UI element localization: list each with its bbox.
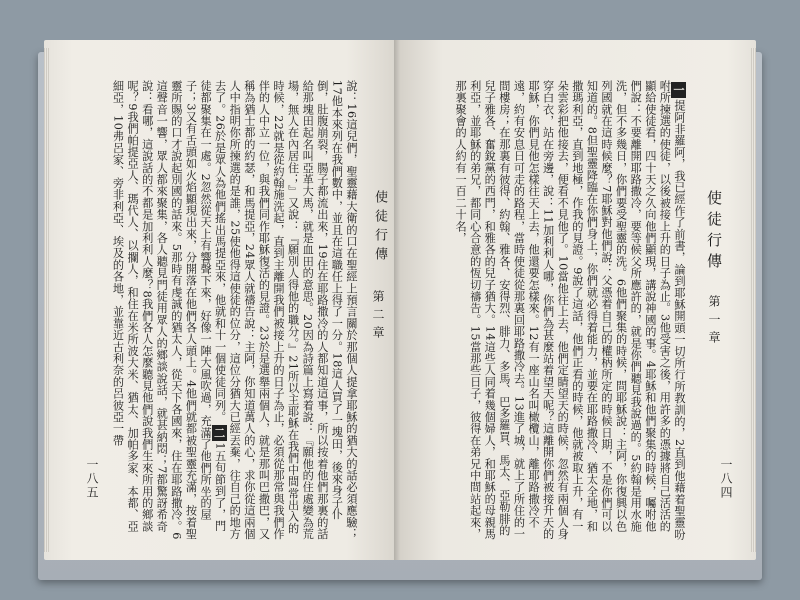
open-book xyxy=(38,40,762,580)
left-page xyxy=(44,40,400,560)
page-edge xyxy=(44,48,49,552)
right-body: 提阿非羅阿，我已經作了前書，論到耶穌開頭一切所行所教訓的，2直到他藉着聖靈吩咐所揀選的使徒，以後被接上升的日子為止。3他受害之後，用許多的憑據將自己活活的顯給使徒看，四十天之久向他們顯現，講說神國的事。4耶穌和他們聚集的時候，囑咐他們說：不要離開耶路撒冷，要等候父所應許的，就是你們聽見我說過的。5約翰是用水施洗，但不多幾日，你們要受聖靈的洗。6他們聚集的時候，問耶穌說：主阿，你復興以色列國就在這時候麼？7耶穌對他們說：父憑着自己的權柄所定的時候日期，不是你們可以知道的。8但聖靈降臨在你們身上，你們就必得着能力，並要在耶路撒冷、猶太全地，和撒瑪利亞，直到地極，作我的見證。9說了這話，他們正看的時候，他就被取上升，有一朵雲彩把他接去，便看不見他了。10當他往上去，他們定睛望天的時候，忽然有兩個人身穿白衣，站在旁邊，說：11加利利人哪，你們為甚麼站着望天呢？這離開你們被接升天的耶穌，你們見他怎樣往天上去，他還要怎樣來。12有一座山名叫橄欖山，離耶路撒冷不遠，約有安息日可走的路程，當時使徒從那裏回耶路撒冷去。13進了城，就上了所住的一間樓房；在那裏有彼得、約翰、雅各、安得烈、腓力、多馬、巴多羅買、馬太、亞勒腓的兒子雅各、奮銳黨的西門，和雅各的兒子猶大。14這些人同着幾個婦人，和耶穌的母親馬利亞，並耶穌的弟兄，都同心合意的恆切禱告。15當那些日子，彼得在弟兄中間站起來，那裏聚會的人約有一百二十名， xyxy=(454,80,686,541)
left-running-title: 使徒行傳 xyxy=(372,190,387,266)
left-page-number: 一八五 xyxy=(85,458,99,500)
right-running-title: 使徒行傳 xyxy=(705,190,723,274)
chapter-marker-1: 一 xyxy=(672,84,686,96)
left-body-part1: 說：16這兒們，聖靈藉大衛的口在聖經上預言關於那個人提拿耶穌的猶大的話必須應驗；17他本來列在我們數中，並且在這職任上得了一分。18這人買了一塊田，後來身子仆倒，肚腹崩裂，腸子都流出來，19住在耶路撒冷的人都知道這事，所以按着他們那裏的話給那塊田起名叫亞革大馬，就是血田的意思。20因為詩篇上寫着說：『願他的住處變為荒場，無人在內居住；』又說：『願別人得他的職分。』21所以主耶穌在我們中間常出入的時候，22就是從約翰施洗起，直到主離開我們被接上升的日子為止，必須從那常與我們作伴的人中立一位，與我們同作耶穌復活的見證。23於是選舉兩個人，就是那叫巴撒巴，又稱為猶士都的約瑟，和馬提亞，24眾人就禱告說：主阿，你知道萬人的心，求你從這兩個人中指明你所揀選的是誰，25使他得這使徒的位分，這位分猶大已經丟棄，往自己的地方去了。26於是眾人為他們搖出馬提亞來，他就和十一個使徒同列。 xyxy=(213,80,358,540)
left-body-text xyxy=(104,80,358,542)
chapter-marker-2: 二 xyxy=(212,426,227,439)
right-chapter-label: 第一章 xyxy=(707,295,721,349)
left-chapter-label: 第二章 xyxy=(371,290,385,344)
right-body-text xyxy=(436,80,686,542)
right-page-number: 一八四 xyxy=(719,458,733,500)
page-edge xyxy=(751,48,756,552)
right-page xyxy=(400,40,756,560)
left-body-part2: 1五旬節到了，門徒都聚集在一處。2忽然從天上有響聲下來，好像一陣大風吹過，充滿了他們所坐的屋子；3又有舌頭如火焰顯現出來，分開落在他們各人頭上。4他們就都被聖靈充滿，按着聖靈所賜的口才說起別國的話來。5那時有虔誠的猶太人，從天下各國來，住在耶路撒冷。6這聲音一響，眾人都來聚集，各人聽見門徒用眾人的鄉談說話，就甚納悶；7都驚訝希奇說：看哪，這說話的不都是加利利人麼？8我們各人怎麼聽見他們說我們生來所用的鄉談呢？9我們帕提亞人、瑪代人、以攔人，和住在米所波大米、猶太、加帕多家、本都、亞細亞，10弗呂家、旁非利亞、埃及的各地，並靠近古利奈的呂彼亞一帶 xyxy=(111,80,227,540)
